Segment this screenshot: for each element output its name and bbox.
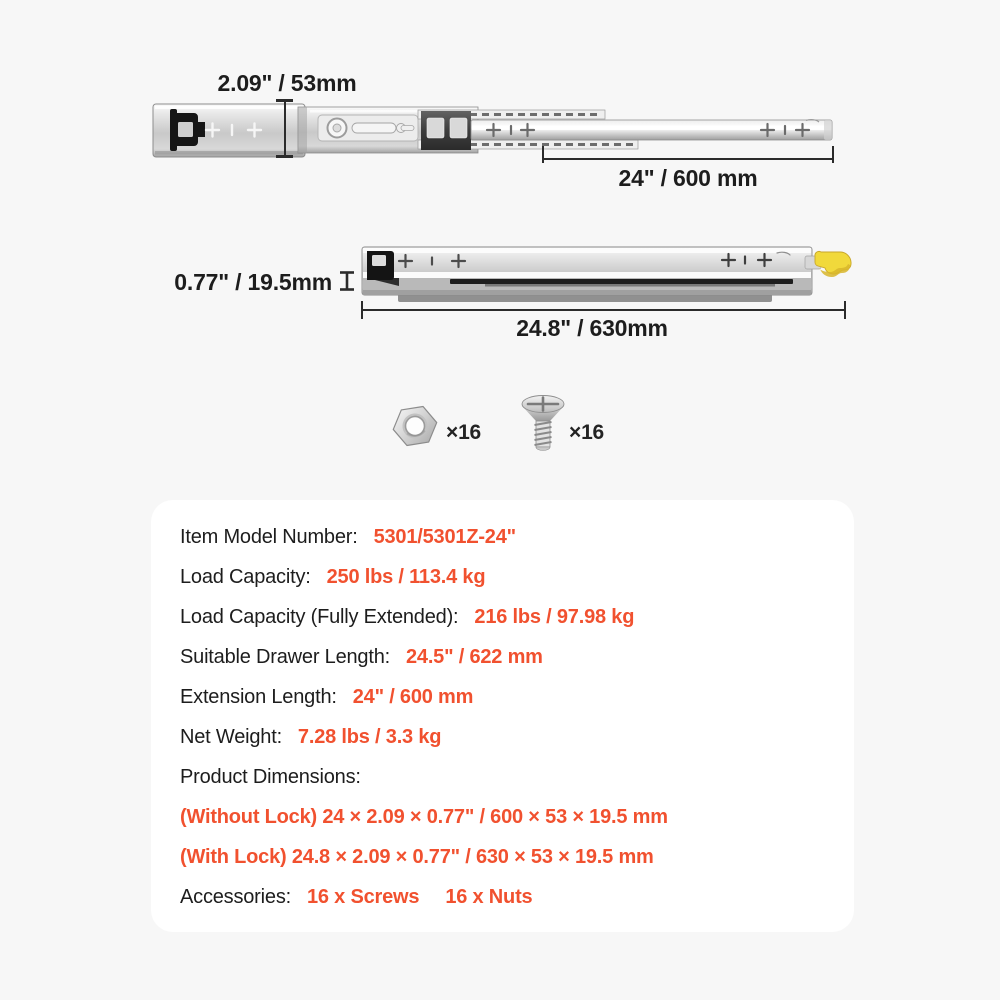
spec-value: (Without Lock) 24 × 2.09 × 0.77" / 600 × 53 × 19.5 mm [180,805,668,828]
spec-value: 216 lbs / 97.98 kg [474,605,635,628]
screw-icon [520,394,566,452]
extended-slide-height-label: 2.09" / 53mm [217,70,357,96]
extended-slide-length-label: 24" / 600 mm [618,165,758,191]
spec-value: 24.5" / 622 mm [405,645,543,668]
screw-count-label: ×16 [569,421,605,444]
spec-label: Product Dimensions: [180,765,361,788]
hex-nut-icon [392,405,438,447]
spec-value: 16 x Screws [306,885,420,908]
inner-member [471,120,832,140]
spec-label: Suitable Drawer Length: [180,645,390,668]
extension-dimension-tick-left [542,146,544,163]
closed-length-dimension-line [362,309,845,311]
spec-label: Accessories: [180,885,291,908]
closed-length-tick-left [361,301,363,319]
spec-row-model [180,517,854,557]
closed-slide-body [362,247,812,295]
spec-row-dimensions-with-lock [180,837,854,877]
closed-slide-thickness-label: 0.77" / 19.5mm [174,269,332,295]
lock-mechanism-block [421,111,471,150]
spec-list [151,500,854,917]
extended-slide-illustration [148,94,838,164]
spec-value: 5301/5301Z-24" [373,525,516,548]
spec-label: Item Model Number: [180,525,358,548]
thickness-dimension-marker [338,270,356,292]
spec-label: Load Capacity: [180,565,311,588]
nut-count-label: ×16 [446,421,482,444]
spec-value-2: 16 x Nuts [445,885,533,908]
spec-row-load-capacity [180,557,854,597]
closed-slide-illustration [355,240,855,306]
spec-row-drawer-length [180,637,854,677]
spec-row-dimensions-without-lock [180,797,854,837]
spec-label: Extension Length: [180,685,337,708]
spec-panel [151,500,854,932]
spec-row-load-capacity-extended [180,597,854,637]
extension-dimension-tick-right [832,146,834,163]
spec-value: (With Lock) 24.8 × 2.09 × 0.77" / 630 × 53 × 19.5 mm [180,845,654,868]
spec-row-extension-length [180,677,854,717]
spec-label: Net Weight: [180,725,282,748]
extension-dimension-line [543,158,833,160]
spec-row-net-weight [180,717,854,757]
height-dimension-tick-bottom [276,155,293,158]
height-dimension-line [284,101,286,157]
spec-label: Load Capacity (Fully Extended): [180,605,459,628]
spec-value: 250 lbs / 113.4 kg [326,565,486,588]
spec-value: 24" / 600 mm [352,685,474,708]
spec-row-accessories [180,877,854,917]
spec-row-product-dimensions-heading [180,757,854,797]
closed-length-tick-right [844,301,846,319]
height-dimension-tick-top [276,99,293,102]
closed-slide-length-label: 24.8" / 630mm [516,315,668,341]
spec-value: 7.28 lbs / 3.3 kg [297,725,442,748]
